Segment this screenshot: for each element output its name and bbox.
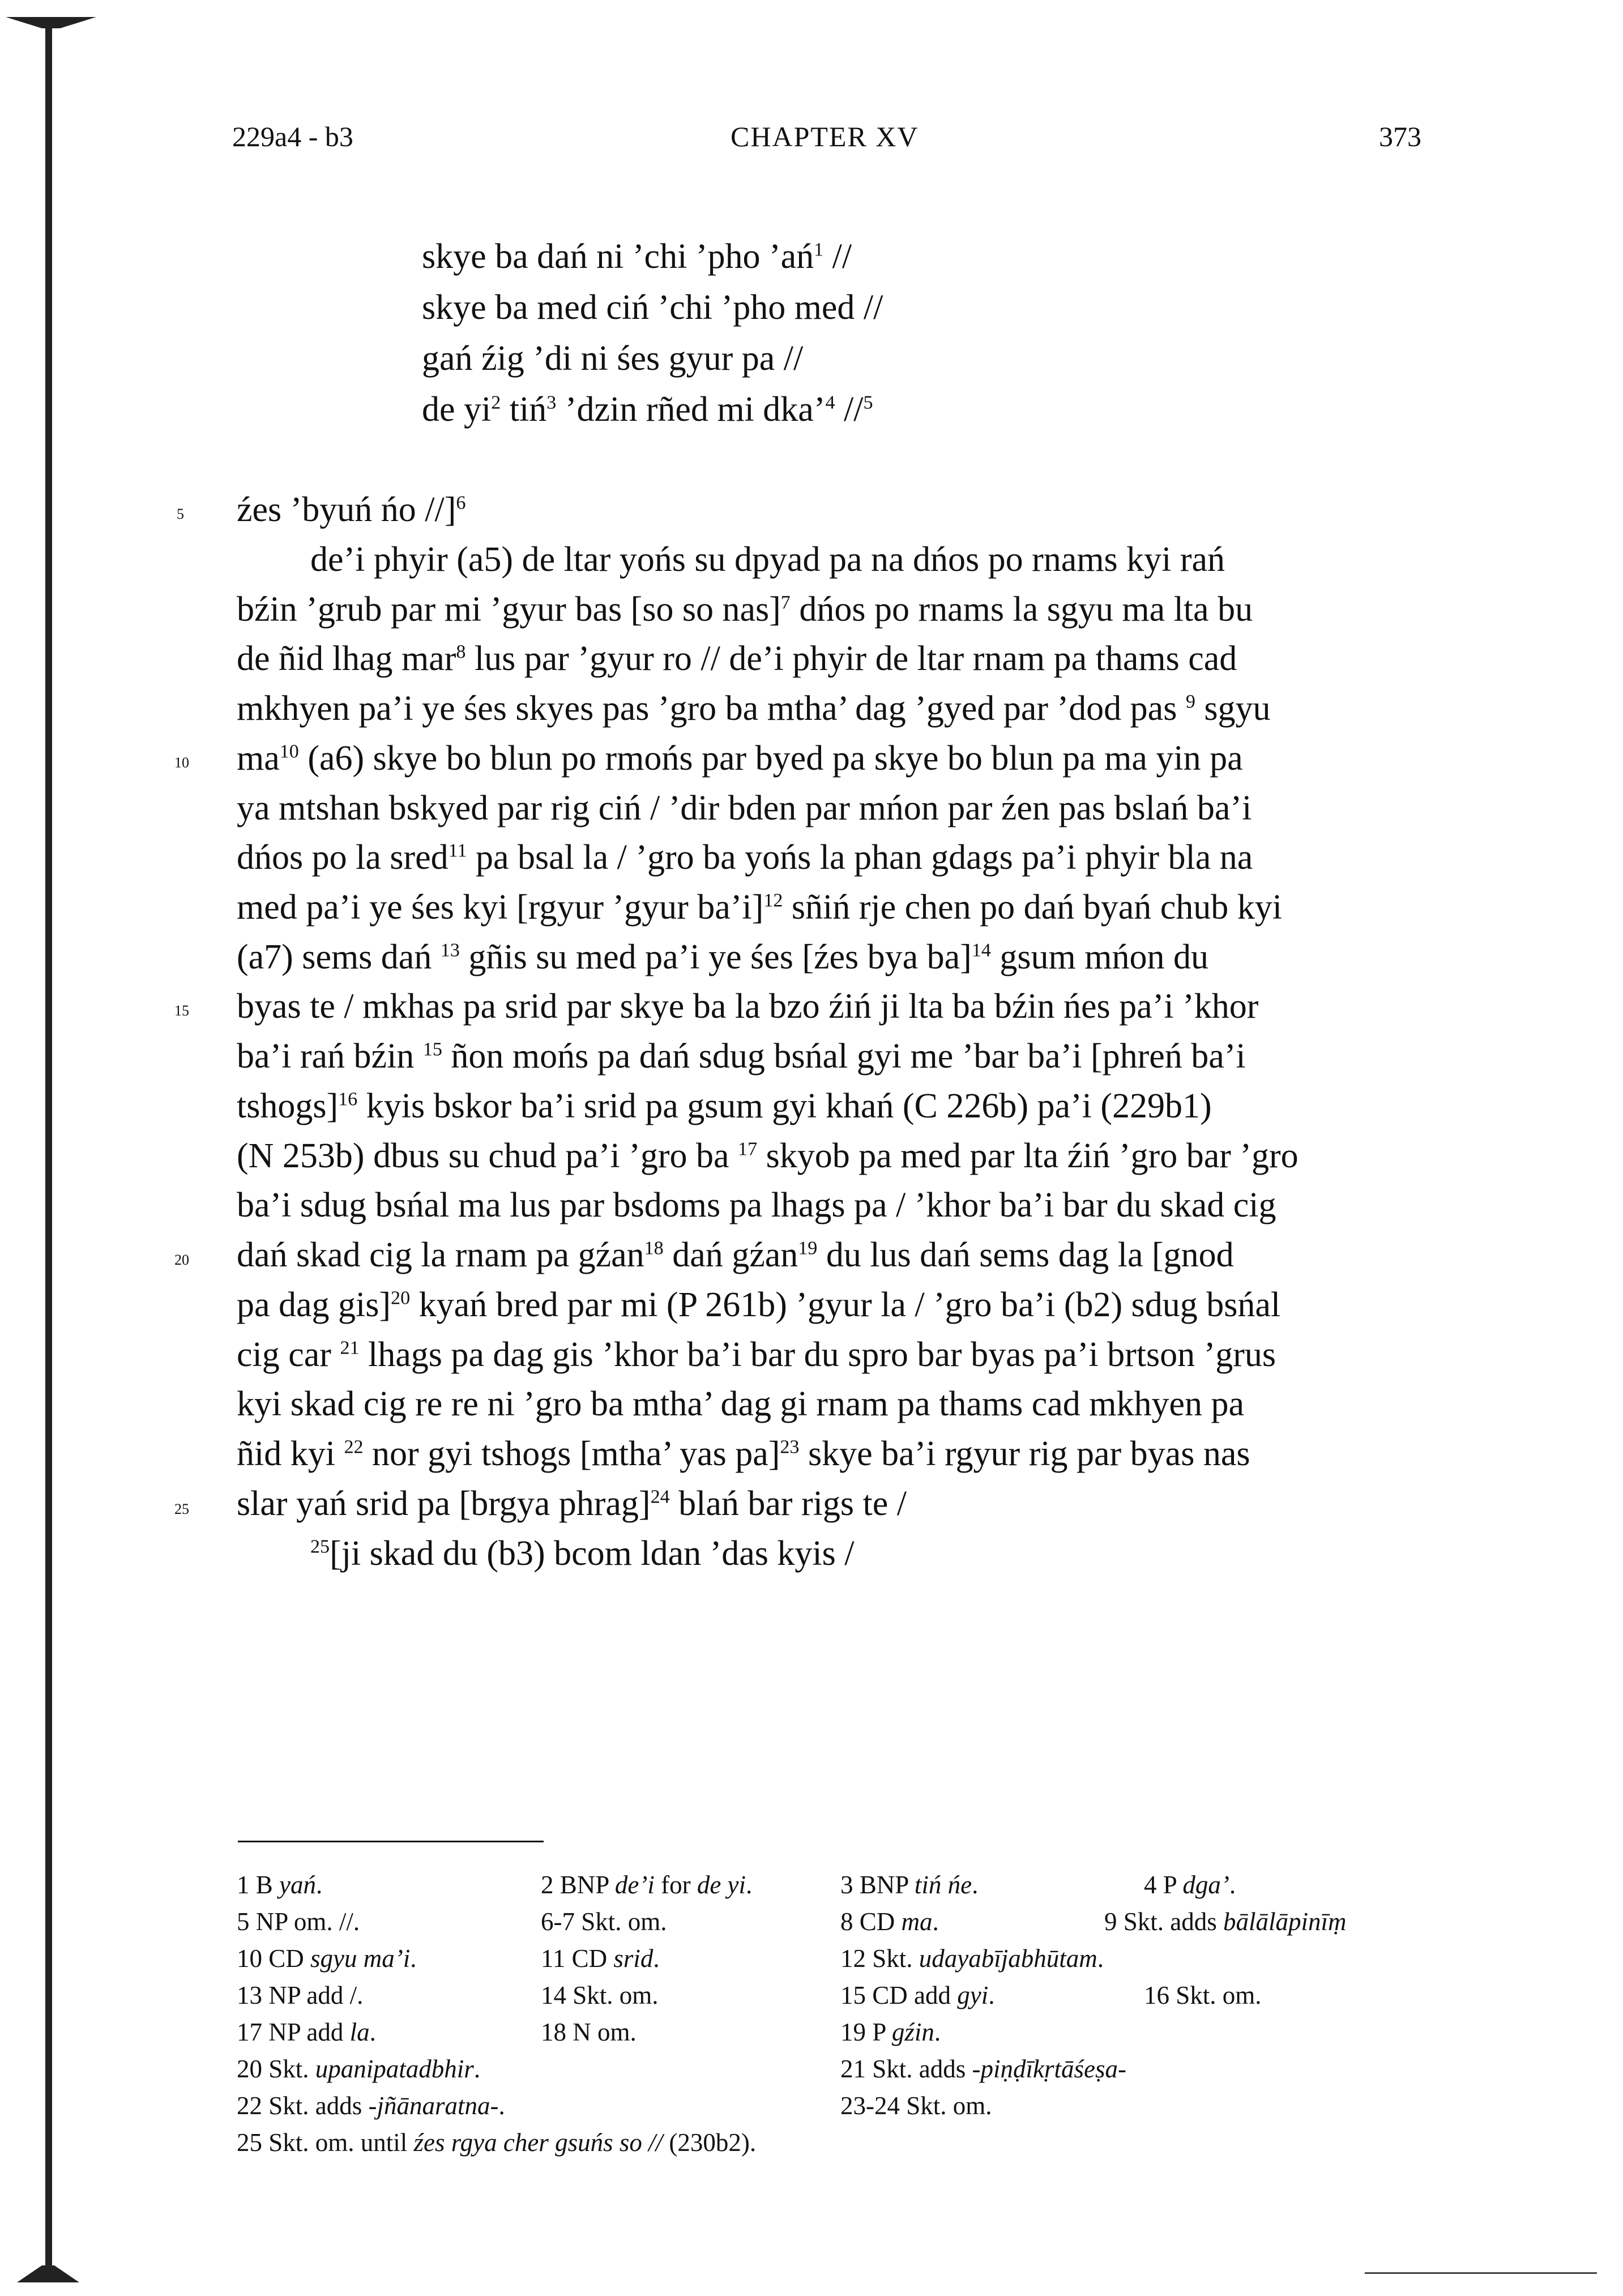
footnote: 20 Skt. upanipatadbhir.: [237, 2055, 481, 2083]
footnote: 21 Skt. adds -piṇḍīkṛtāśeṣa-: [840, 2055, 1126, 2083]
note-ref: 23: [780, 1436, 800, 1458]
body-line: byas te / mkhas pa srid par skye ba la bzo źiń ji lta ba bźin ńes pa’i ’khor: [237, 987, 1259, 1026]
body-line: (a7) sems dań $^{13}$ gñis su med pa’i ye śes [źes bya ba]$^{14}$ gsum mńon du: [237, 938, 1208, 976]
footnote: 10 CD sgyu ma’i.: [237, 1944, 417, 1973]
note-ref: 17: [738, 1138, 758, 1160]
note-ref: 24: [650, 1486, 670, 1508]
body-line: slar yań srid pa [brgya phrag]$^{24}$ blań bar rigs te /: [237, 1484, 907, 1523]
binding-bar: [45, 23, 52, 2271]
page-number: 373: [1379, 121, 1421, 152]
footnote: 3 BNP tiń ńe.: [840, 1871, 979, 1899]
footnote: 13 NP add /.: [237, 1981, 364, 2009]
note-ref: 3: [546, 392, 557, 413]
note-ref: 25: [310, 1536, 330, 1557]
footnote: 23-24 Skt. om.: [840, 2092, 992, 2120]
footnote: 14 Skt. om.: [541, 1981, 659, 2009]
body-line: de’i phyir (a5) de ltar yońs su dpyad pa na dńos po rnams kyi rań: [310, 540, 1225, 579]
footnote: 8 CD ma.: [840, 1907, 939, 1936]
verse-line: de $yi^2$ tiń$^3$ ’dzin rñed mi dka’$^4$ //$^5$: [422, 390, 873, 429]
note-ref: 16: [338, 1089, 358, 1110]
body-line: de ñid lhag mar$^8$ lus par ’gyur ro // de’i phyir de ltar rnam pa thams cad: [237, 639, 1237, 678]
note-ref: 22: [344, 1436, 364, 1458]
note-ref: 9: [1185, 691, 1195, 712]
body-line: cig car $^{21}$ lhags pa dag gis ’khor ba’i bar du spro bar byas pa’i brtson ’grus: [237, 1335, 1276, 1374]
note-ref: 2: [491, 392, 501, 413]
footnote: 22 Skt. adds -jñānaratna-.: [237, 2092, 505, 2120]
body-line: med pa’i ye śes kyi [rgyur ’gyur ba’i]$^{12}$ sñiń rje chen po dań byań chub kyi: [237, 888, 1282, 927]
body-line: $^{25}$[ji skad du (b3) bcom ldan ’das kyis /: [310, 1534, 855, 1573]
note-ref: 5: [863, 392, 873, 413]
footnote-rule: [238, 1841, 544, 1842]
body-line: mkhyen pa’i ye śes skyes pas ’gro ba mtha’ dag ’gyed par ’dod pas $^9$ sgyu: [237, 689, 1271, 728]
note-ref: 19: [798, 1237, 818, 1259]
footnote: 1 B yań.: [237, 1871, 323, 1899]
note-ref: 1: [814, 239, 824, 261]
footnote: 2 BNP de’i for de yi.: [541, 1871, 753, 1899]
body-line: tshogs]$^{16}$ kyis bskor ba’i srid pa gsum gyi khań (C 226b) pa’i (229b1): [237, 1087, 1212, 1125]
note-ref: 4: [825, 392, 835, 413]
note-ref: 8: [456, 641, 466, 663]
footnote: 9 Skt. adds bālālāpinīṃ: [1104, 1907, 1347, 1936]
binding-bottom: [17, 2265, 79, 2282]
body-line: ba’i rań bźin $^{15}$ ñon mońs pa dań sdug bsńal gyi me ’bar ba’i [phreń ba’i: [237, 1037, 1246, 1076]
body-line: $ma^{10}$ (a6) skye bo blun po rmońs par byed pa skye bo blun pa ma yin pa: [237, 739, 1243, 778]
note-ref: 7: [780, 592, 791, 613]
footnote: 18 N om.: [541, 2018, 637, 2046]
footnote: 19 P gźin.: [840, 2018, 941, 2046]
bottom-edge-rule: [1365, 2272, 1597, 2274]
running-head-chapter: CHAPTER XV: [731, 121, 919, 152]
footnote: 6-7 Skt. om.: [541, 1907, 667, 1936]
line-number: 10: [174, 754, 189, 771]
footnote: 5 NP om. //.: [237, 1907, 360, 1936]
note-ref: 11: [448, 840, 467, 861]
note-ref: 20: [391, 1287, 411, 1309]
body-line: dań skad cig la rnam pa gźan$^{18}$ dań gźan$^{19}$ du lus dań sems dag la [gnod: [237, 1236, 1234, 1274]
line-number: 5: [177, 506, 184, 522]
footnote: 16 Skt. om.: [1144, 1981, 1262, 2009]
note-ref: 15: [422, 1039, 442, 1060]
body-line: ba’i sdug bsńal ma lus par bsdoms pa lhags pa / ’khor ba’i bar du skad cig: [237, 1186, 1276, 1224]
footnote: 15 CD add gyi.: [840, 1981, 995, 2009]
note-ref: 12: [763, 890, 783, 911]
body-line: dńos po la sred$^{11}$ pa bsal la / ’gro ba yońs la phan gdags pa’i phyir bla na: [237, 838, 1253, 877]
note-ref: 6: [456, 492, 466, 514]
body-line: ya mtshan bskyed par rig ciń / ’dir bden par mńon par źen pas bslań ba’i: [237, 789, 1252, 827]
note-ref: 13: [440, 940, 460, 961]
running-head-folio: 229a4 - b3: [232, 121, 353, 152]
line-number: 15: [174, 1002, 189, 1019]
footnote: 17 NP add la.: [237, 2018, 376, 2046]
footnote: 11 CD srid.: [541, 1944, 660, 1973]
note-ref: 14: [971, 940, 991, 961]
verse-line: skye ba med ciń ’chi ’pho med //: [422, 288, 883, 327]
note-ref: 18: [644, 1237, 664, 1259]
body-line: źes ’byuń ńo //]$^6$: [237, 490, 466, 529]
footnote: 25 Skt. om. until źes rgya cher gsuńs so // (230b2).: [237, 2128, 757, 2157]
footnote: 4 P dga’.: [1144, 1871, 1236, 1899]
body-line: kyi skad cig re re ni ’gro ba mtha’ dag gi rnam pa thams cad mkhyen pa: [237, 1385, 1245, 1423]
verse-line: gań źig ’di ni śes gyur pa //: [422, 339, 804, 378]
verse-line: skye ba dań ni ’chi ’pho $’ań^1$ //: [422, 237, 852, 276]
note-ref: 21: [340, 1337, 360, 1359]
footnote: 12 Skt. udayabījabhūtam.: [840, 1944, 1104, 1973]
body-line: ñid kyi $^{22}$ nor gyi tshogs [mtha’ yas pa]$^{23}$ skye ba’i rgyur rig par byas nas: [237, 1435, 1250, 1473]
body-line: (N 253b) dbus su chud pa’i ’gro ba $^{17}$ skyob pa med par lta źiń ’gro bar ’gro: [237, 1137, 1299, 1175]
body-line: pa dag gis]$^{20}$ kyań bred par mi (P 261b) ’gyur la / ’gro ba’i (b2) sdug bsńal: [237, 1286, 1281, 1324]
line-number: 25: [174, 1501, 189, 1517]
line-number: 20: [174, 1252, 189, 1268]
note-ref: 10: [279, 741, 299, 762]
body-line: bźin ’grub par mi ’gyur bas [so so nas]$^7$ dńos po rnams la sgyu ma lta bu: [237, 590, 1253, 629]
